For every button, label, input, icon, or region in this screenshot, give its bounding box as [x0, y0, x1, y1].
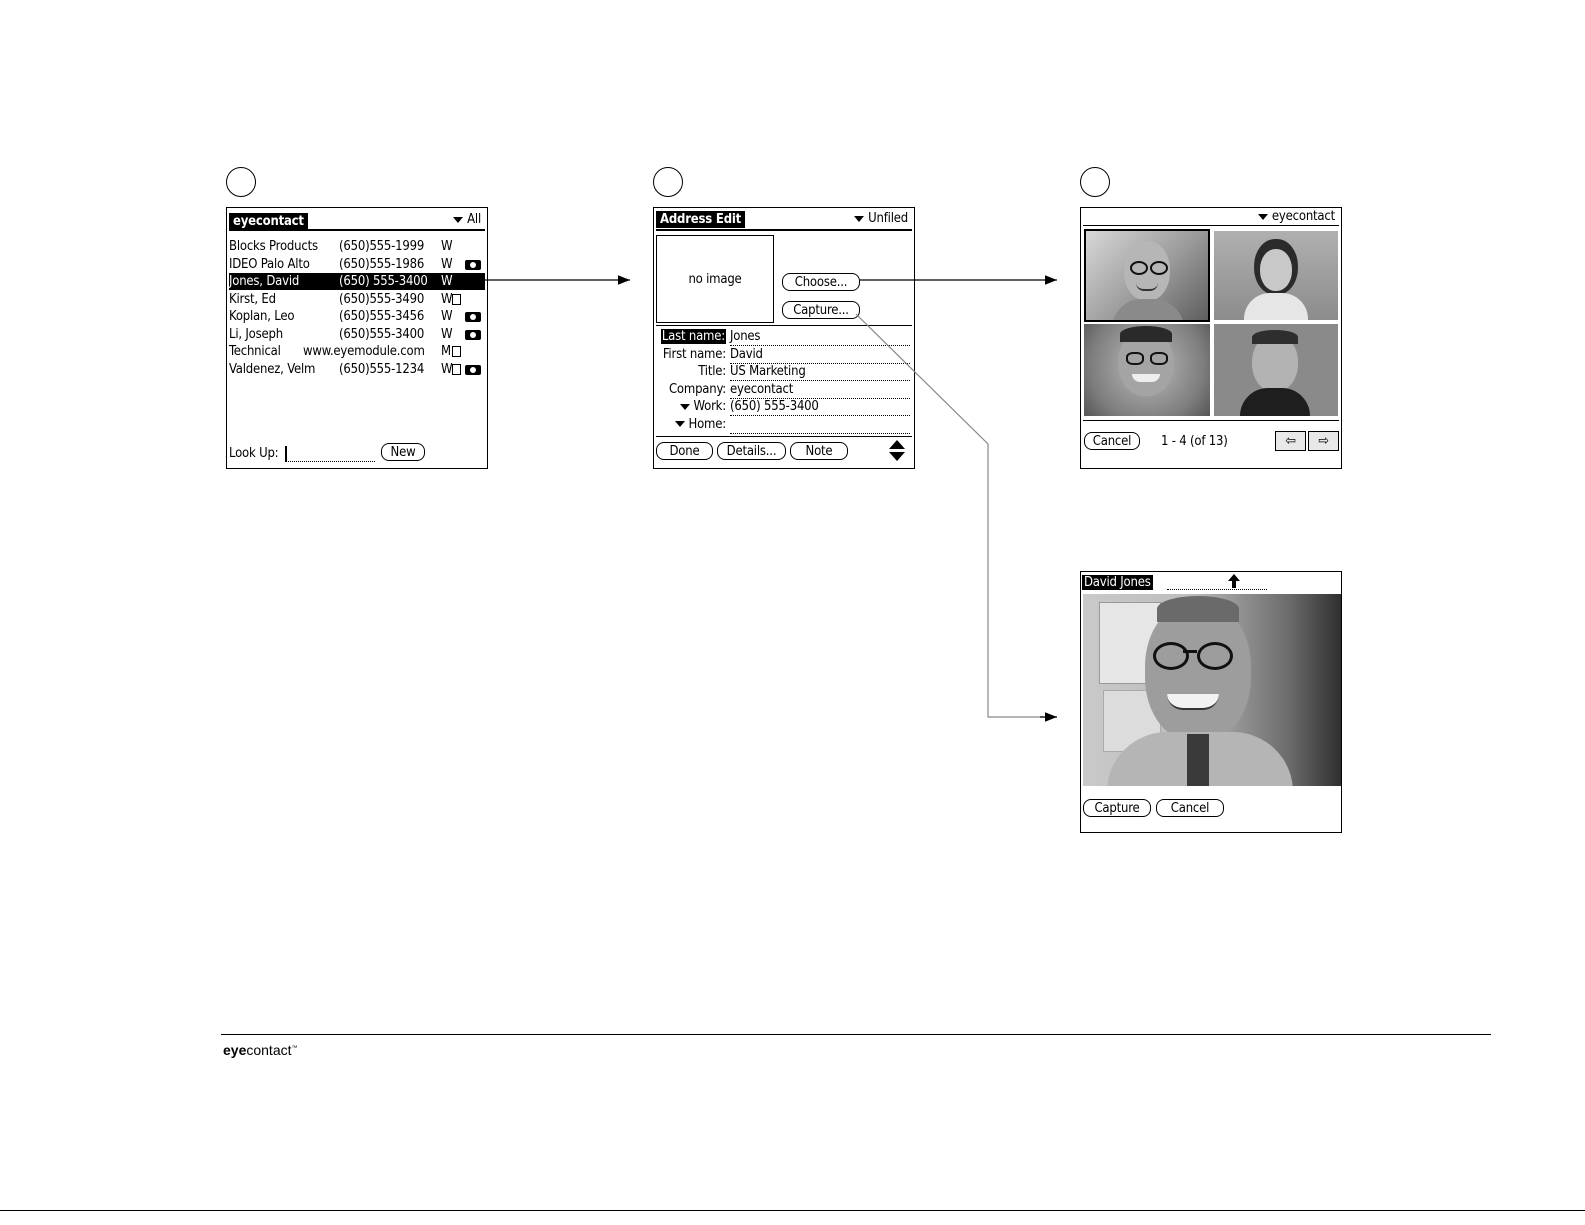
category-dropdown[interactable]: [453, 212, 481, 227]
photo-thumbnail-3[interactable]: [1084, 324, 1210, 416]
scroll-arrows-icon[interactable]: [889, 440, 905, 462]
dropdown-arrow-icon: [854, 216, 864, 222]
field-label-text: Work:: [693, 399, 726, 414]
title-underline: [1083, 225, 1339, 226]
category-dropdown[interactable]: [854, 211, 908, 226]
name-underline: [1167, 589, 1267, 590]
phone-type: M: [441, 344, 451, 359]
contact-name: Technical: [229, 344, 281, 359]
right-arrow-icon: ⇨: [1318, 433, 1329, 449]
app-title: eyecontact: [229, 213, 308, 230]
page-indicator: 1 - 4 (of 13): [1161, 434, 1228, 449]
contact-phone: (650) 555-3400: [339, 274, 428, 289]
phone-type: W: [441, 274, 453, 289]
address-row[interactable]: [229, 343, 485, 360]
name-label: David Jones: [1084, 575, 1151, 590]
choose-button[interactable]: Choose...: [782, 273, 860, 291]
field-value[interactable]: David: [730, 347, 910, 364]
contact-name: Jones, David: [229, 274, 300, 289]
capture-screen: [1080, 571, 1342, 833]
capture-button[interactable]: Capture: [1083, 799, 1151, 817]
phone-type: W: [441, 309, 453, 324]
up-arrow-icon[interactable]: [1228, 574, 1240, 588]
dropdown-arrow-icon: [680, 404, 690, 410]
field-label-text: First name:: [662, 346, 726, 362]
field-label-text: Company:: [668, 381, 726, 397]
camera-icon: [465, 260, 481, 270]
next-page-button[interactable]: [1308, 431, 1339, 451]
category-dropdown[interactable]: [1258, 209, 1335, 224]
field-label-text: Home:: [688, 416, 726, 432]
lookup-input[interactable]: [285, 446, 375, 462]
field-value[interactable]: Jones: [730, 329, 910, 346]
address-row[interactable]: [229, 326, 485, 343]
contact-phone: (650)555-1999: [339, 239, 425, 254]
dropdown-arrow-icon: [453, 217, 463, 223]
phone-type: W: [441, 291, 453, 307]
title-underline: [229, 229, 485, 231]
prev-page-button[interactable]: [1275, 431, 1306, 451]
contact-name: Kirst, Ed: [229, 291, 276, 307]
phone-type: W: [441, 239, 453, 254]
camera-icon: [465, 330, 481, 340]
contact-phone: www.eyemodule.com: [303, 344, 425, 359]
dropdown-arrow-icon: [675, 421, 685, 427]
live-camera-preview: [1083, 594, 1341, 786]
contact-phone: (650)555-3456: [339, 309, 425, 324]
bottom-divider: [656, 436, 912, 437]
category-label: Unfiled: [868, 211, 908, 226]
field-label[interactable]: [680, 399, 726, 414]
cancel-button[interactable]: Cancel: [1084, 432, 1140, 450]
contact-phone: (650)555-1234: [339, 361, 425, 377]
field-value[interactable]: eyecontact: [730, 382, 910, 399]
field-value[interactable]: US Marketing: [730, 364, 910, 381]
address-row[interactable]: [229, 256, 485, 273]
photo-chooser-screen: [1080, 207, 1342, 469]
left-arrow-icon: ⇦: [1285, 433, 1296, 449]
title-underline: [656, 229, 912, 231]
field-label[interactable]: [675, 417, 727, 432]
field-label: [663, 347, 726, 362]
photo-thumbnail-4[interactable]: [1214, 324, 1338, 416]
phone-type: W: [441, 256, 453, 272]
step-marker-1: [226, 167, 256, 197]
footer-logo: [223, 1042, 298, 1058]
address-row[interactable]: [229, 361, 485, 378]
bottom-rule: [0, 1210, 1585, 1211]
field-label-text: Title:: [698, 364, 726, 379]
phone-type: W: [441, 326, 453, 342]
app-title: Address Edit: [656, 211, 745, 228]
category-label: eyecontact: [1271, 209, 1335, 224]
logo-bold: eye: [223, 1042, 247, 1058]
contact-name: Blocks Products: [229, 239, 318, 254]
address-edit-screen: [653, 207, 915, 469]
address-row[interactable]: [229, 238, 485, 255]
note-button[interactable]: Note: [790, 442, 848, 460]
field-value[interactable]: [730, 417, 910, 434]
contact-phone: (650)555-3400: [339, 326, 425, 342]
category-label: All: [467, 212, 481, 227]
new-button[interactable]: New: [381, 443, 425, 461]
step-marker-3: [1080, 167, 1110, 197]
camera-icon: [465, 312, 481, 322]
photo-thumbnail-2[interactable]: [1214, 231, 1338, 320]
field-label: [661, 329, 726, 344]
no-image-text: no image: [688, 271, 742, 287]
capture-button[interactable]: Capture...: [782, 301, 860, 319]
contact-name: Li, Joseph: [229, 326, 283, 342]
details-button[interactable]: Details...: [717, 442, 786, 460]
field-value[interactable]: (650) 555-3400: [730, 399, 910, 416]
cancel-button[interactable]: Cancel: [1156, 799, 1224, 817]
trademark-mark: ™: [291, 1045, 298, 1052]
camera-icon: [465, 365, 481, 375]
no-image-box: [656, 235, 774, 323]
phone-type: W: [441, 361, 453, 377]
step-marker-2: [653, 167, 683, 197]
note-icon: [452, 294, 461, 305]
address-row[interactable]: [229, 291, 485, 308]
contact-phone: (650)555-1986: [339, 256, 425, 272]
contact-name: Koplan, Leo: [229, 309, 295, 324]
note-icon: [452, 364, 461, 375]
footer-rule: [221, 1034, 1491, 1035]
contact-phone: (650)555-3490: [339, 291, 425, 307]
field-label: [698, 364, 726, 379]
field-label: [669, 382, 726, 397]
done-button[interactable]: Done: [656, 442, 713, 460]
divider: [656, 325, 912, 326]
dropdown-arrow-icon: [1258, 214, 1268, 220]
address-list-screen: [226, 207, 488, 469]
photo-thumbnail-1[interactable]: [1084, 229, 1210, 322]
contact-name: Valdenez, Velm: [229, 361, 316, 377]
address-row[interactable]: [229, 273, 485, 290]
address-row[interactable]: [229, 308, 485, 325]
field-label-text: Last name:: [661, 329, 725, 344]
note-icon: [452, 346, 461, 357]
contact-name: IDEO Palo Alto: [229, 256, 310, 272]
lookup-label: Look Up:: [229, 446, 279, 461]
grid-divider: [1083, 420, 1339, 421]
logo-light: contact: [246, 1042, 292, 1058]
